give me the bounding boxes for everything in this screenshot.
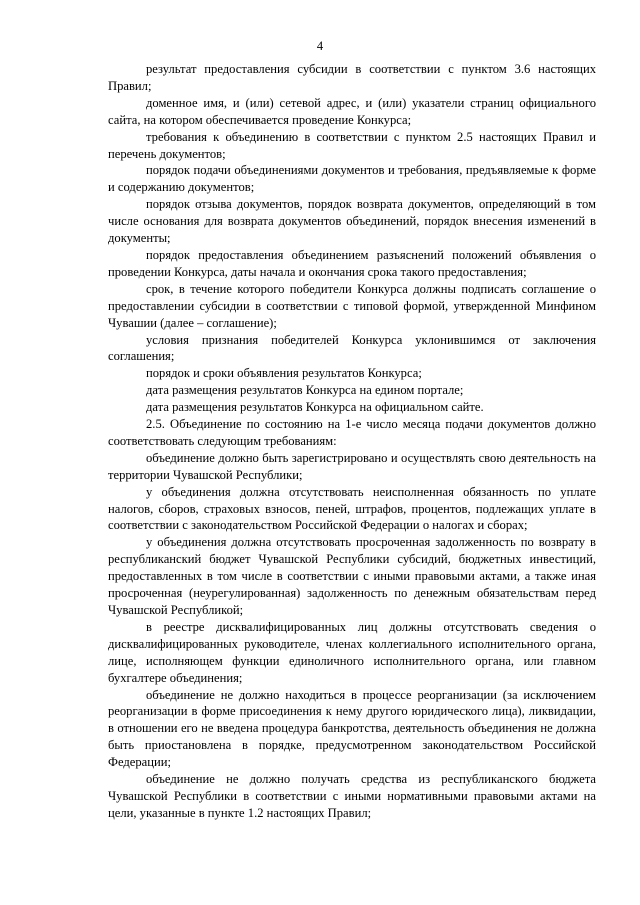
paragraph-reorganization: объединение не должно находиться в процессе реорганизации (за исключением реорганизации в форме присоединения к нему другого юридического лица), ликвидации, в отношении его не введена процедура банкротства, деятельность объединения не должна быть приостановлена в порядке, предусмотренном законодательством Российской Федерации; [108,687,596,770]
paragraph-clarifications: порядок предоставления объединением разъяснений положений объявления о проведении Конкурса, даты начала и окончания срока такого предоставления; [108,247,596,279]
paragraph-evasion-conditions: условия признания победителей Конкурса уклонившимся от заключения соглашения; [108,332,596,364]
paragraph-requirements: требования к объединению в соответствии с пунктом 2.5 настоящих Правил и перечень документов; [108,129,596,161]
paragraph-section-2-5: 2.5. Объединение по состоянию на 1-е число месяца подачи документов должно соответствовать следующим требованиям: [108,417,596,448]
paragraph-registration: объединение должно быть зарегистрировано и осуществлять свою деятельность на территории Чувашской Республики; [108,450,596,482]
paragraph-withdrawal-order: порядок отзыва документов, порядок возврата документов, определяющий в том числе основания для возврата документов объединений, порядок внесения изменений в документы; [108,197,596,246]
paragraph-official-site-date: дата размещения результатов Конкурса на официальном сайте. [146,400,484,415]
paragraph-results-announcement: порядок и сроки объявления результатов Конкурса; [146,366,422,381]
page-number: 4 [316,39,324,53]
paragraph-tax-obligations: у объединения должна отсутствовать неисполненная обязанность по уплате налогов, сборов, страховых взносов, пеней, штрафов, процентов, подлежащих уплате в соответствии с законодательством Российской Федерации о налогах и сборах; [108,484,596,533]
paragraph-disqualified-persons: в реестре дисквалифицированных лиц должны отсутствовать сведения о дисквалифицированных руководителе, членах коллегиального исполнительного органа, лице, исполняющем функции единоличного исполнительного органа, или главном бухгалтере объединения; [108,619,596,685]
paragraph-signing-deadline: срок, в течение которого победители Конкурса должны подписать соглашение о предоставлении субсидии в соответствии с типовой формой, утвержденной Минфином Чувашии (далее – соглашение); [108,281,596,330]
paragraph-other-funding: объединение не должно получать средства из республиканского бюджета Чувашской Республики в соответствии с иными нормативными правовыми актами на цели, указанные в пункте 1.2 настоящих Правил; [108,772,596,820]
paragraph-domain-name: доменное имя, и (или) сетевой адрес, и (или) указатели страниц официального сайта, на котором обеспечивается проведение Конкурса; [108,95,596,127]
paragraph-overdue-debt: у объединения должна отсутствовать просроченная задолженность по возврату в республиканский бюджет Чувашской Республики субсидий, бюджетных инвестиций, предоставленных в том числе в соответствии с иными правовыми актами, а также иная просроченная (неурегулированная) задолженность по денежным обязательствам перед Чувашской Республикой; [108,535,596,617]
paragraph-submission-order: порядок подачи объединениями документов и требования, предъявляемые к форме и содержанию документов; [108,163,596,195]
paragraph-result: результат предоставления субсидии в соответствии с пунктом 3.6 настоящих Правил; [108,62,596,93]
paragraph-unified-portal-date: дата размещения результатов Конкурса на едином портале; [146,383,464,398]
document-body [108,61,596,822]
